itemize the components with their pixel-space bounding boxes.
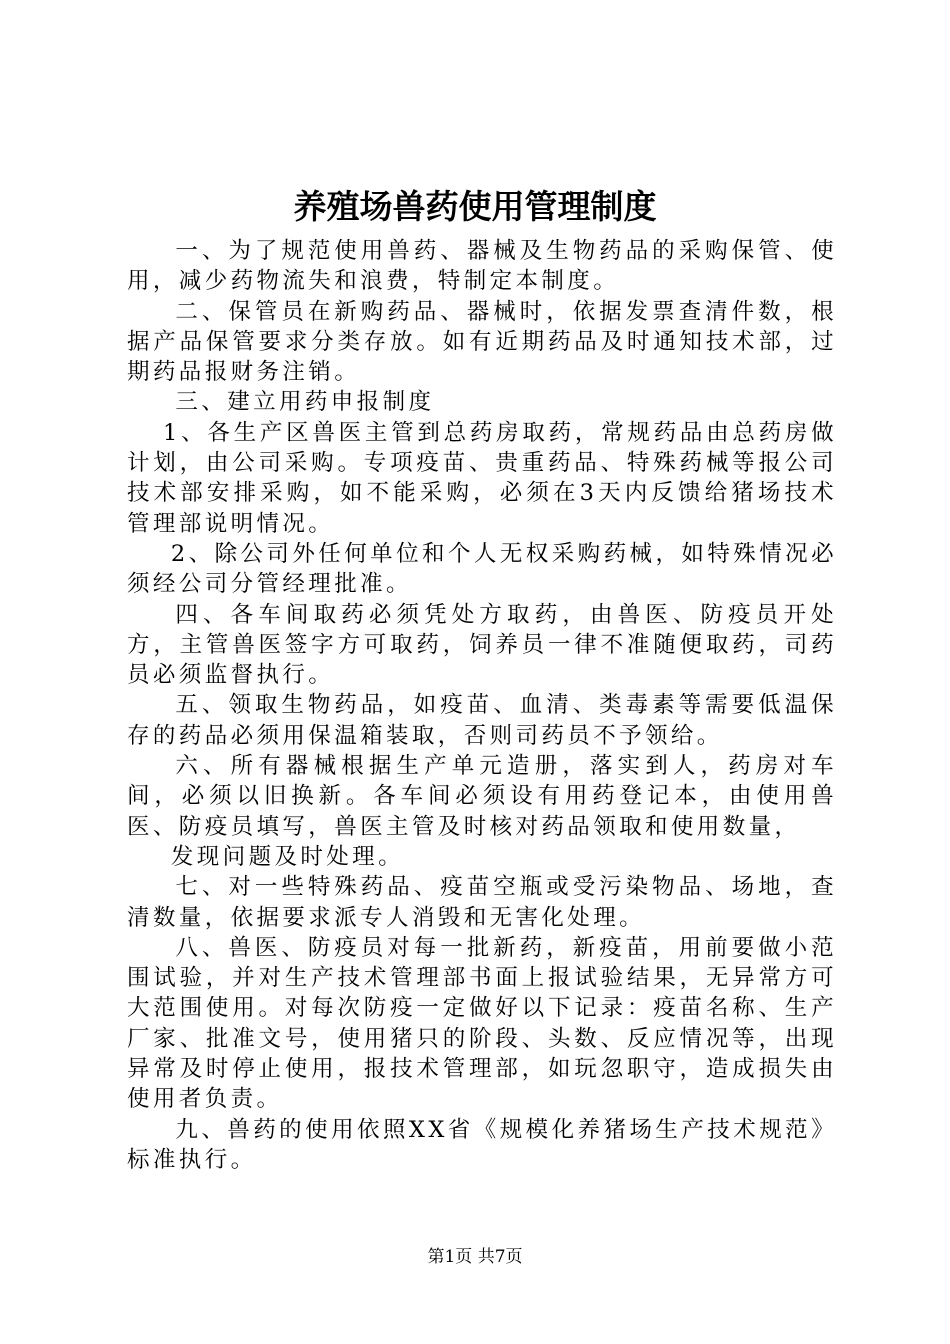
paragraph-5: 五、领取生物药品，如疫苗、血清、类毒素等需要低温保存的药品必须用保温箱装取，否则司药员不予领给。 [127,692,837,749]
paragraph-7: 七、对一些特殊药品、疫苗空瓶或受污染物品、场地，查清数量，依据要求派专人消毁和无害化处理。 [127,874,837,931]
paragraph-2: 二、保管员在新购药品、器械时，依据发票查清件数，根据产品保管要求分类存放。如有近期药品及时通知技术部，过期药品报财务注销。 [127,298,837,386]
paragraph-8: 八、兽医、防疫员对每一批新药，新疫苗，用前要做小范围试验，并对生产技术管理部书面上报试验结果，无异常方可大范围使用。对每次防疫一定做好以下记录：疫苗名称、生产厂家、批准文号，使用猪只的阶段、头数、反应情况等，出现异常及时停止使用，报技术管理部，如玩忽职守，造成损失由使用者负责。 [127,934,837,1113]
paragraph-6: 六、所有器械根据生产单元造册，落实到人，药房对车间，必须以旧换新。各车间必须设有用药登记本，由使用兽医、防疫员填写，兽医主管及时核对药品领取和使用数量， [127,753,837,840]
paragraph-4: 四、各车间取药必须凭处方取药，由兽医、防疫员开处方，主管兽医签字方可取药，饲养员一律不准随便取药，司药员必须监督执行。 [127,601,837,689]
paragraph-3-item-1: 1、各生产区兽医主管到总药房取药，常规药品由总药房做计划，由公司采购。专项疫苗、贵重药品、特殊药械等报公司技术部安排采购，如不能采购，必须在3天内反馈给猪场技术管理部说明情况。 [127,419,837,537]
paragraph-1: 一、为了规范使用兽药、器械及生物药品的采购保管、使用，减少药物流失和浪费，特制定本制度。 [127,238,837,295]
page-footer: 第1页 共7页 [427,1247,523,1267]
paragraph-3: 三、建立用药申报制度 [175,389,435,416]
paragraph-9: 九、兽药的使用依照XX省《规模化养猪场生产技术规范》标准执行。 [127,1116,837,1173]
document-title: 养殖场兽药使用管理制度 [293,187,657,226]
paragraph-6-continued: 发现问题及时处理。 [170,843,404,870]
paragraph-3-item-2: 2、除公司外任何单位和个人无权采购药械，如特殊情况必须经公司分管经理批准。 [127,540,837,598]
document-body [127,236,837,1175]
